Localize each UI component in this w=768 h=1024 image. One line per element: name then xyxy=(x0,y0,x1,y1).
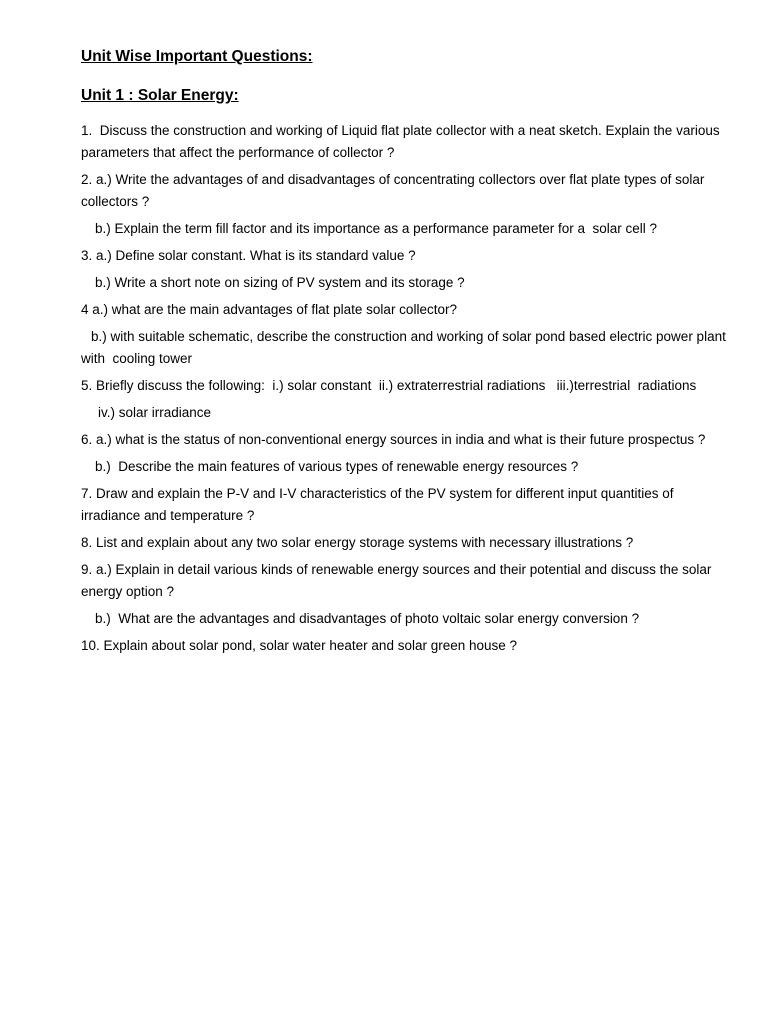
question-1: 1. Discuss the construction and working of Liquid flat plate collector with a neat sketch. Explain the various parameters that affect the performance of collector ? xyxy=(81,123,724,160)
question-6b: b.) Describe the main features of various types of renewable energy resources ? xyxy=(95,459,579,474)
question-4b: b.) with suitable schematic, describe the construction and working of solar pond based electric power plant with cooling tower xyxy=(81,329,730,366)
question-3b: b.) Write a short note on sizing of PV system and its storage ? xyxy=(95,275,465,290)
question-6a: 6. a.) what is the status of non-conventional energy sources in india and what is their future prospectus ? xyxy=(81,432,706,447)
question-9b: b.) What are the advantages and disadvantages of photo voltaic solar energy conversion ? xyxy=(95,611,640,626)
question-8: 8. List and explain about any two solar energy storage systems with necessary illustrations ? xyxy=(81,535,634,550)
document-content xyxy=(81,46,731,662)
question-7: 7. Draw and explain the P-V and I-V characteristics of the PV system for different input quantities of irradiance and temperature ? xyxy=(81,486,678,523)
question-5-continued: iv.) solar irradiance xyxy=(98,405,212,420)
question-10: 10. Explain about solar pond, solar water heater and solar green house ? xyxy=(81,638,518,653)
document-title: Unit Wise Important Questions: xyxy=(81,48,313,65)
question-5: 5. Briefly discuss the following: i.) solar constant ii.) extraterrestrial radiations iii.)terrestrial radiations xyxy=(81,378,697,393)
question-2a: 2. a.) Write the advantages of and disadvantages of concentrating collectors over flat plate types of solar collectors ? xyxy=(81,172,709,209)
question-4a: 4 a.) what are the main advantages of flat plate solar collector? xyxy=(81,302,457,317)
question-2b: b.) Explain the term fill factor and its importance as a performance parameter for a solar cell ? xyxy=(95,221,657,236)
question-3a: 3. a.) Define solar constant. What is its standard value ? xyxy=(81,248,416,263)
question-9a: 9. a.) Explain in detail various kinds of renewable energy sources and their potential and discuss the solar energy option ? xyxy=(81,562,716,599)
unit-heading: Unit 1 : Solar Energy: xyxy=(81,87,239,104)
